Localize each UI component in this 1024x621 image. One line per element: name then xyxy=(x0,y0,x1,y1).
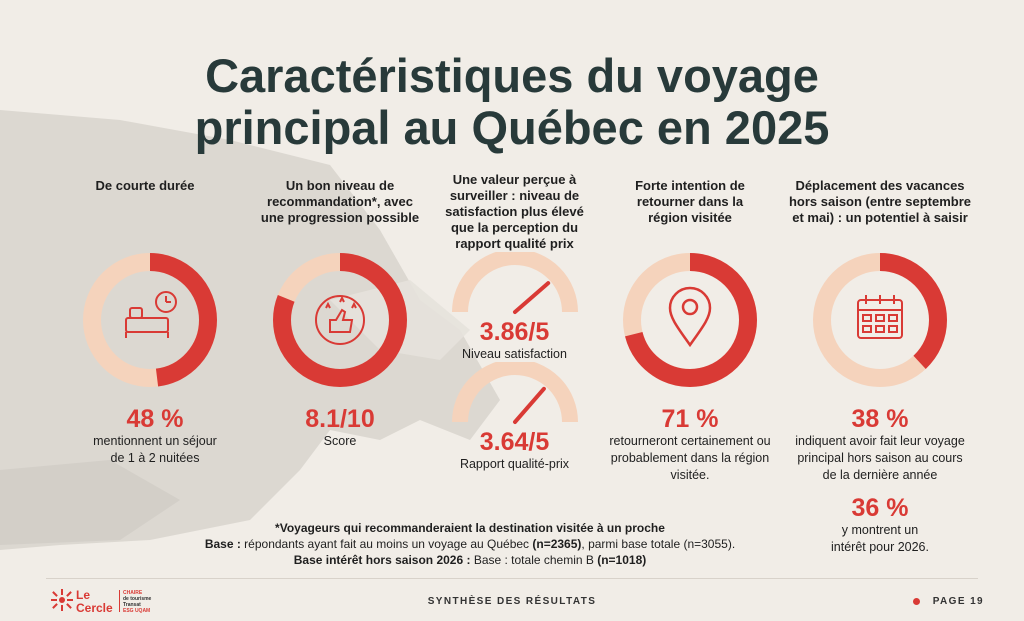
card-heading-line: hors saison (entre septembre xyxy=(788,194,972,209)
card-off-season-result xyxy=(775,405,985,556)
card-heading: De courte durée xyxy=(95,178,195,193)
gauge-value-for-money xyxy=(450,362,580,426)
base-text: répondants ayant fait au moins un voyage au Québec xyxy=(240,537,533,551)
footnotes xyxy=(150,520,790,568)
card-heading-line: surveiller : niveau de xyxy=(449,188,580,203)
stat-desc-line: mentionnent un séjour xyxy=(93,434,217,448)
donut-return-intention xyxy=(620,250,760,390)
card-heading-line: et mai) : un potentiel à saisir xyxy=(792,210,968,225)
page-number: PAGE 19 xyxy=(932,596,984,607)
stat-desc-line: retourneront certainement ou xyxy=(609,434,771,448)
card-heading-line: retourner dans la xyxy=(636,194,744,209)
base2-n: (n=1018) xyxy=(597,553,647,567)
gauge-satisfaction xyxy=(450,252,580,316)
thumbs-up-stars-icon xyxy=(316,296,364,344)
stat-desc-line: de la dernière année xyxy=(822,468,938,482)
stat-desc-line: y montrent un xyxy=(841,523,919,537)
card-recommendation-result xyxy=(250,405,430,450)
svg-text:ESG UQAM: ESG UQAM xyxy=(123,608,151,614)
stat-desc-line: Score xyxy=(323,434,357,448)
card-heading-line: Forte intention de xyxy=(635,178,745,193)
stat-value-secondary: 36 % xyxy=(851,494,909,522)
stat-value: 3.64/5 xyxy=(479,428,550,456)
title-line-1: Caractéristiques du voyage xyxy=(205,49,819,102)
card-heading-line: région visitée xyxy=(648,210,732,225)
stat-value: 38 % xyxy=(851,405,909,433)
card-heading-line: satisfaction plus élevé xyxy=(445,204,584,219)
stat-value: 3.86/5 xyxy=(479,318,550,346)
base-text-2: , parmi base totale (n=3055). xyxy=(581,537,736,551)
card-heading-line: recommandation*, avec xyxy=(267,194,413,209)
card-return-intention-result xyxy=(595,405,785,484)
stat-desc-line: visitée. xyxy=(670,468,710,482)
donut-recommendation xyxy=(270,250,410,390)
card-heading-line: rapport qualité prix xyxy=(455,236,574,251)
base2-text: Base : totale chemin B xyxy=(470,553,598,567)
stat-desc-line: Rapport qualité-prix xyxy=(459,457,570,471)
gauge-satisfaction-result xyxy=(432,318,597,363)
card-heading-line: une progression possible xyxy=(260,210,420,225)
svg-text:CHAIRE: CHAIRE xyxy=(123,590,143,596)
stat-desc-line: de 1 à 2 nuitées xyxy=(110,451,200,465)
bed-clock-icon xyxy=(126,292,176,338)
title-line-2: principal au Québec en 2025 xyxy=(194,101,830,154)
stat-desc-line: probablement dans la région xyxy=(610,451,770,465)
stat-desc-line: indiquent avoir fait leur voyage xyxy=(795,434,965,448)
base-n: (n=2365) xyxy=(532,537,582,551)
svg-text:de tourisme: de tourisme xyxy=(123,596,152,602)
card-heading-line: que la perception du xyxy=(450,220,579,235)
location-pin-icon xyxy=(670,288,710,345)
card-return-intention xyxy=(600,178,780,226)
donut-off-season xyxy=(810,250,950,390)
svg-text:Cercle: Cercle xyxy=(76,601,113,615)
card-short-duration xyxy=(60,178,230,194)
footer-divider xyxy=(46,578,978,579)
card-heading-line: Une valeur perçue à xyxy=(452,172,577,187)
donut-short-duration xyxy=(80,250,220,390)
card-perceived-value xyxy=(432,172,597,252)
card-heading-line: Déplacement des vacances xyxy=(795,178,965,193)
footnote-recommend: *Voyageurs qui recommanderaient la destination visitée à un proche xyxy=(275,521,665,535)
page-dot xyxy=(913,598,920,605)
svg-text:Le: Le xyxy=(76,588,91,602)
page-title xyxy=(0,50,1024,154)
calendar-icon xyxy=(858,295,902,338)
stat-value: 71 % xyxy=(661,405,719,433)
stat-value: 8.1/10 xyxy=(305,405,375,433)
svg-text:Transat: Transat xyxy=(123,602,141,608)
stat-desc-line: Niveau satisfaction xyxy=(462,347,567,361)
stat-desc-line: principal hors saison au cours xyxy=(797,451,963,465)
footnote-base xyxy=(150,536,790,552)
card-short-duration-result xyxy=(60,405,250,467)
card-off-season xyxy=(780,178,980,226)
base2-label: Base intérêt hors saison 2026 : xyxy=(293,553,471,567)
footer-section-label: SYNTHÈSE DES RÉSULTATS xyxy=(427,596,597,607)
footnote-base-2 xyxy=(150,552,790,568)
gauge-value-for-money-result xyxy=(432,428,597,473)
base-label: Base : xyxy=(204,537,241,551)
card-heading-line: Un bon niveau de xyxy=(285,178,395,193)
stat-value: 48 % xyxy=(126,405,184,433)
card-recommendation xyxy=(250,178,430,226)
stat-desc-line: intérêt pour 2026. xyxy=(831,540,929,554)
